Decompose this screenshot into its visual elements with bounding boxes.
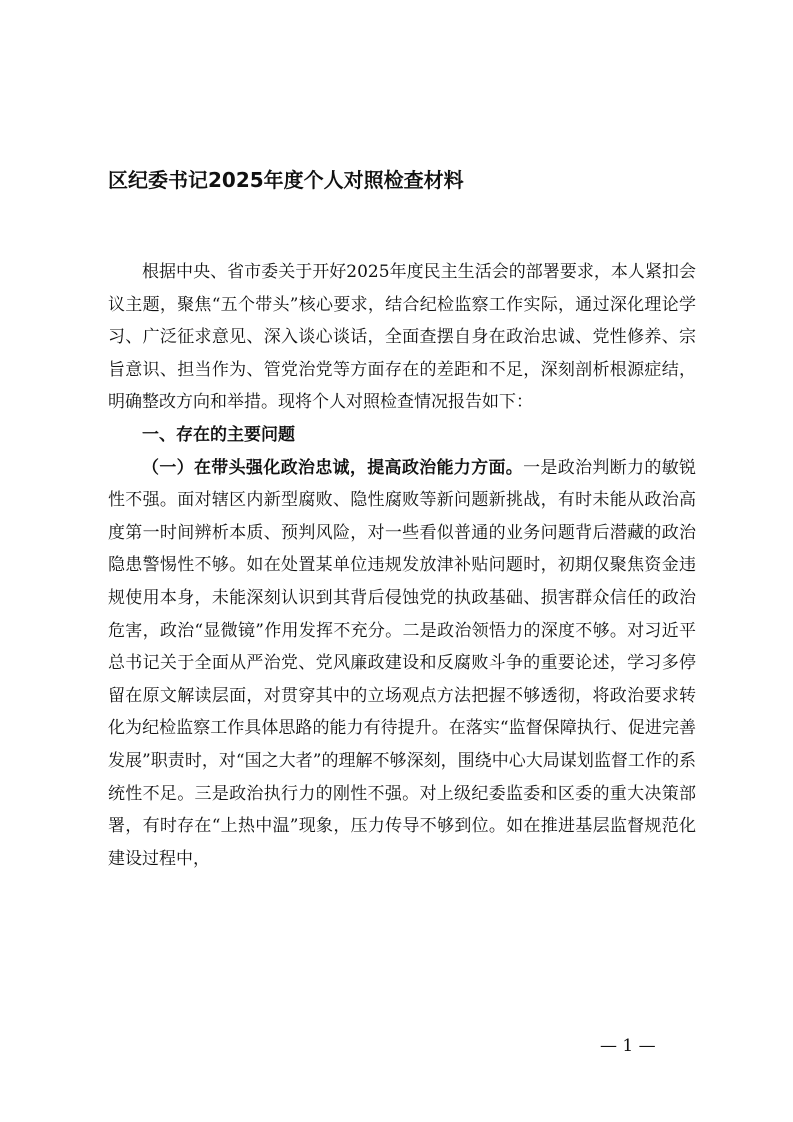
- document-title: 区纪委书记2025年度个人对照检查材料: [108, 168, 464, 192]
- document-body: [108, 256, 696, 875]
- page-number: — 1 —: [600, 1036, 656, 1056]
- section-heading: 一、存在的主要问题: [142, 424, 295, 445]
- subsection-paragraph: [108, 452, 696, 876]
- intro-paragraph: 根据中央、省市委关于开好2025年度民主生活会的部署要求，本人紧扣会议主题，聚焦“五个带头”核心要求，结合纪检监察工作实际，通过深化理论学习、广泛征求意见、深入谈心谈话，全面查摆自身在政治忠诚、党性修养、宗旨意识、担当作为、管党治党等方面存在的差距和不足，深刻剖析根源症结，明确整改方向和举措。现将个人对照检查情况报告如下：: [108, 262, 696, 413]
- subsection-text: 一是政治判断力的敏锐性不强。面对辖区内新型腐败、隐性腐败等新问题新挑战，有时未能从政治高度第一时间辨析本质、预判风险，对一些看似普通的业务问题背后潜藏的政治隐患警惕性不够。如在处置某单位违规发放津补贴问题时，初期仅聚焦资金违规使用本身，未能深刻认识到其背后侵蚀党的执政基础、损害群众信任的政治危害，政治“显微镜”作用发挥不充分。二是政治领悟力的深度不够。对习近平总书记关于全面从严治党、党风廉政建设和反腐败斗争的重要论述，学习多停留在原文解读层面，对贯穿其中的立场观点方法把握不够透彻，将政治要求转化为纪检监察工作具体思路的能力有待提升。在落实“监督保障执行、促进完善发展”职责时，对“国之大者”的理解不够深刻，围绕中心大局谋划监督工作的系统性不足。三是政治执行力的刚性不强。对上级纪委监委和区委的重大决策部署，有时存在“上热中温”现象，压力传导不够到位。如在推进基层监督规范化建设过程中，: [108, 457, 697, 869]
- subsection-heading: （一）在带头强化政治忠诚，提高政治能力方面。: [142, 457, 524, 478]
